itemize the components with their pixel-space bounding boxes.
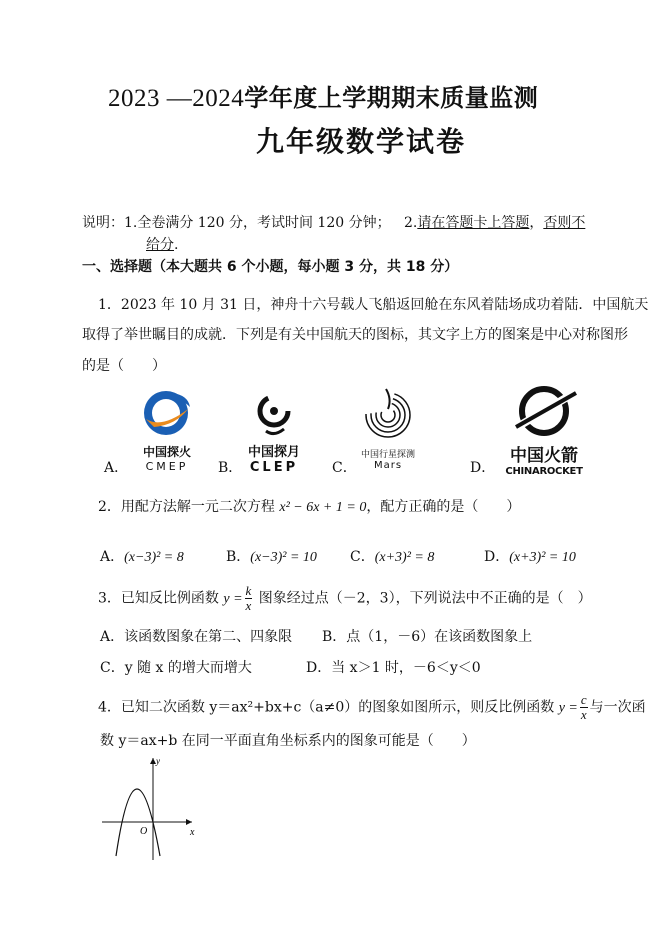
q4-x-axis-arrow-icon bbox=[186, 819, 192, 825]
q4-stem-b: 与一次函 bbox=[589, 699, 646, 716]
chinarocket-emblem-icon bbox=[494, 385, 594, 437]
q3-stem-b: 图象经过点（－2，3），下列说法中不正确的是（ ） bbox=[254, 590, 592, 607]
q4-frac-den: x bbox=[580, 707, 587, 722]
section-choice-title: 一、选择题（本大题共 6 个小题，每小题 3 分，共 18 分） bbox=[82, 259, 459, 275]
q2-option-b bbox=[226, 546, 317, 566]
q4-x-label: x bbox=[190, 827, 195, 838]
q2-stem bbox=[98, 496, 520, 516]
q2-equation: x² − 6x + 1 = 0 bbox=[279, 500, 367, 515]
q1-line-2: 取得了举世瞩目的成就．下列是有关中国航天的图标，其文字上方的图案是中心对称图形 bbox=[82, 327, 628, 343]
q4-frac-num: c bbox=[580, 692, 587, 707]
q2-option-a-expr: (x−3)² = 8 bbox=[124, 550, 184, 565]
q1-option-c-letter: C． bbox=[332, 460, 357, 476]
q1-line-3: 的是（ ） bbox=[82, 358, 166, 374]
exam-subtitle: 九年级数学试卷 bbox=[256, 125, 467, 158]
q3-fraction bbox=[245, 584, 253, 613]
q1-option-b-logo bbox=[238, 385, 310, 475]
q2-option-a-letter: A． bbox=[100, 549, 125, 565]
notes-part2-b: 否则不 bbox=[543, 215, 586, 231]
q4-stem-line-2: 数 y＝ax+b 在同一平面直角坐标系内的图象可能是（ ） bbox=[100, 733, 476, 749]
q1-option-d-logo bbox=[494, 385, 594, 477]
q2-option-b-expr: (x−3)² = 10 bbox=[250, 550, 317, 565]
notes-part1: 全卷满分 120 分，考试时间 120 分钟； bbox=[137, 215, 391, 231]
q2-option-a bbox=[100, 546, 184, 566]
q2-option-c-expr: (x+3)² = 8 bbox=[374, 550, 435, 565]
q4-y-label: y bbox=[156, 756, 160, 766]
q1-option-c-cn: 中国行星探测 bbox=[360, 450, 415, 460]
q1-option-c-en: Mars bbox=[373, 460, 403, 471]
notes-part2-num: 2. bbox=[403, 215, 418, 231]
q1-option-b-en: CLEP bbox=[249, 460, 299, 475]
q1-option-b-letter: B． bbox=[218, 460, 243, 476]
q1-option-a-logo bbox=[132, 385, 202, 473]
q2-option-d-letter: D． bbox=[484, 549, 510, 565]
q1-option-d-en: CHINAROCKET bbox=[505, 466, 583, 477]
exam-title bbox=[108, 78, 538, 113]
q1-option-b-cn: 中国探月 bbox=[247, 445, 300, 460]
notes-prefix: 说明：1. bbox=[82, 215, 138, 231]
exam-title-text: 学年度上学期期末质量监测 bbox=[244, 84, 539, 112]
q3-option-c: C．y 随 x 的增大而增大 bbox=[100, 660, 252, 676]
clep-emblem-icon bbox=[238, 385, 310, 441]
q3-frac-num: k bbox=[245, 583, 252, 598]
q4-fraction bbox=[580, 693, 588, 722]
notes-line-1 bbox=[82, 212, 585, 232]
q4-y-eq: y = bbox=[558, 700, 578, 716]
q1-line-1: 1．2023 年 10 月 31 日，神舟十六号载人飞船返回舱在东风着陆场成功着陆．中国航天 bbox=[98, 297, 649, 313]
q3-option-a: A．该函数图象在第二、四象限 bbox=[100, 629, 293, 645]
q1-option-a-letter: A． bbox=[104, 460, 129, 476]
exam-year-range: 2023 —2024 bbox=[108, 85, 245, 112]
q4-stem-line-1 bbox=[98, 693, 646, 722]
q2-option-d-expr: (x+3)² = 10 bbox=[509, 550, 576, 565]
q2-option-d bbox=[484, 546, 576, 566]
q3-y-eq: y = bbox=[223, 591, 243, 607]
q3-stem bbox=[98, 584, 592, 613]
q3-option-b: B．点（1，－6）在该函数图象上 bbox=[322, 629, 533, 645]
q1-option-a-cn: 中国探火 bbox=[142, 445, 191, 459]
q1-option-c-logo bbox=[352, 385, 424, 470]
q1-option-d-letter: D． bbox=[470, 460, 496, 476]
q4-origin-label: O bbox=[140, 826, 148, 837]
notes-comma: ， bbox=[529, 215, 544, 231]
notes-line-2 bbox=[146, 234, 178, 254]
notes-part2-c: 给分 bbox=[146, 237, 174, 253]
cmep-emblem-icon bbox=[132, 385, 202, 441]
q2-stem-a: 2．用配方法解一元二次方程 bbox=[98, 499, 280, 515]
q2-option-b-letter: B． bbox=[226, 549, 251, 565]
q4-parabola-graph bbox=[98, 752, 208, 862]
q2-option-c bbox=[350, 546, 434, 566]
q2-option-c-letter: C． bbox=[350, 549, 375, 565]
q1-option-d-cn: 中国火箭 bbox=[510, 446, 578, 466]
notes-end: . bbox=[174, 237, 179, 253]
mars-emblem-icon bbox=[352, 385, 424, 443]
q3-option-d: D．当 x＞1 时，－6＜y＜0 bbox=[306, 660, 481, 676]
notes-part2-a: 请在答题卡上答题 bbox=[417, 215, 530, 231]
q3-frac-den: x bbox=[245, 598, 252, 613]
q3-stem-a: 3．已知反比例函数 bbox=[98, 590, 224, 607]
q4-stem-a: 4．已知二次函数 y＝ax²+bx+c（a≠0）的图象如图所示，则反比例函数 bbox=[98, 699, 559, 716]
q1-option-a-en: CMEP bbox=[145, 460, 189, 473]
q2-stem-b: ，配方正确的是（ ） bbox=[366, 499, 521, 515]
